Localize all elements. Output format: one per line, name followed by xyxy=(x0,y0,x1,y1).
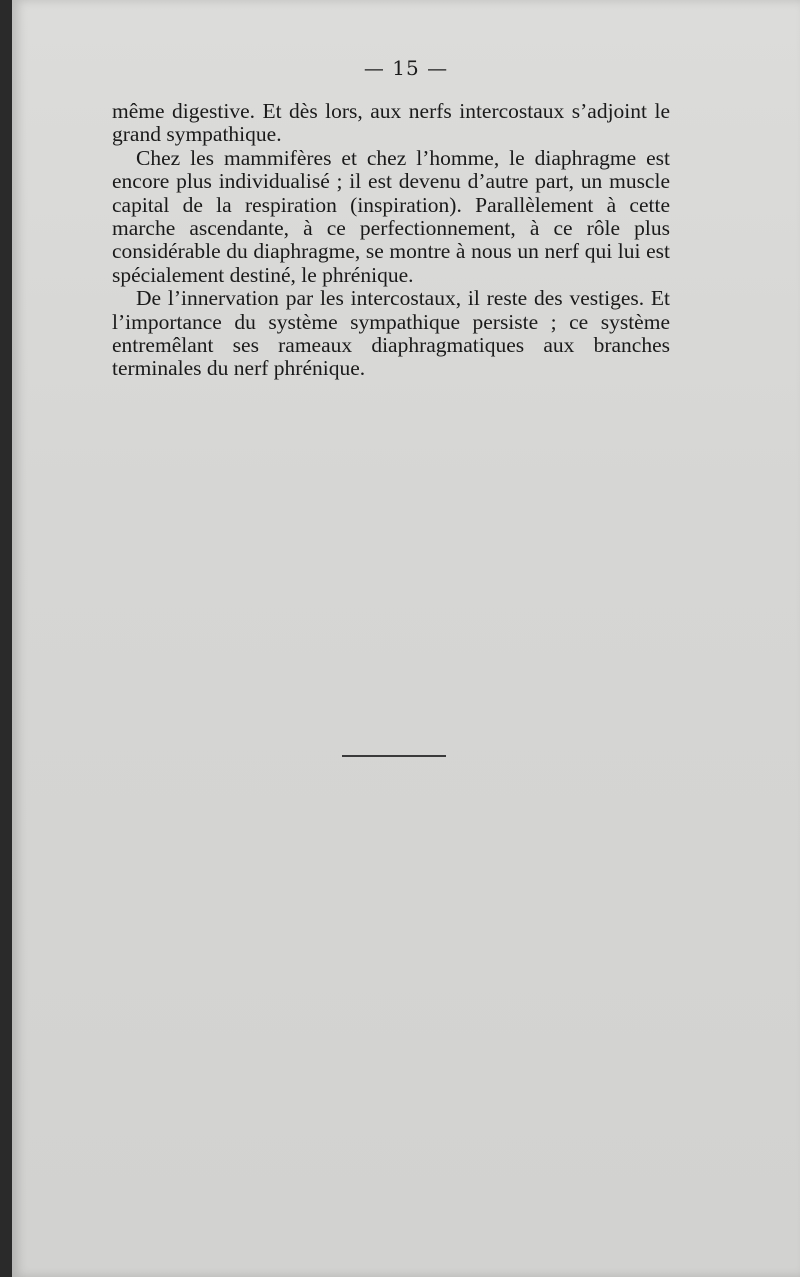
body-text xyxy=(112,100,670,381)
paragraph-1: même digestive. Et dès lors, aux nerfs intercostaux s’adjoint le grand sympathique. xyxy=(112,99,670,147)
section-separator xyxy=(342,755,446,757)
page-number: — 15 — xyxy=(363,56,449,80)
paragraph-2: Chez les mammifères et chez l’homme, le diaphragme est encore plus individualisé ; il est devenu d’autre part, un muscle capital de la respiration (inspiration). Parallèlement à cette marche ascendante, à ce perfectionnement, à ce rôle plus considérable du diaphragme, se montre à nous un nerf qui lui est spécialement destiné, le phrénique. xyxy=(112,145,670,287)
paragraph-3: De l’innervation par les intercostaux, il reste des vestiges. Et l’importance du système sympathique persiste ; ce système entremêlant ses rameaux diaphragmatiques aux branches terminales du nerf phrénique. xyxy=(112,286,670,381)
book-page xyxy=(12,0,800,1277)
